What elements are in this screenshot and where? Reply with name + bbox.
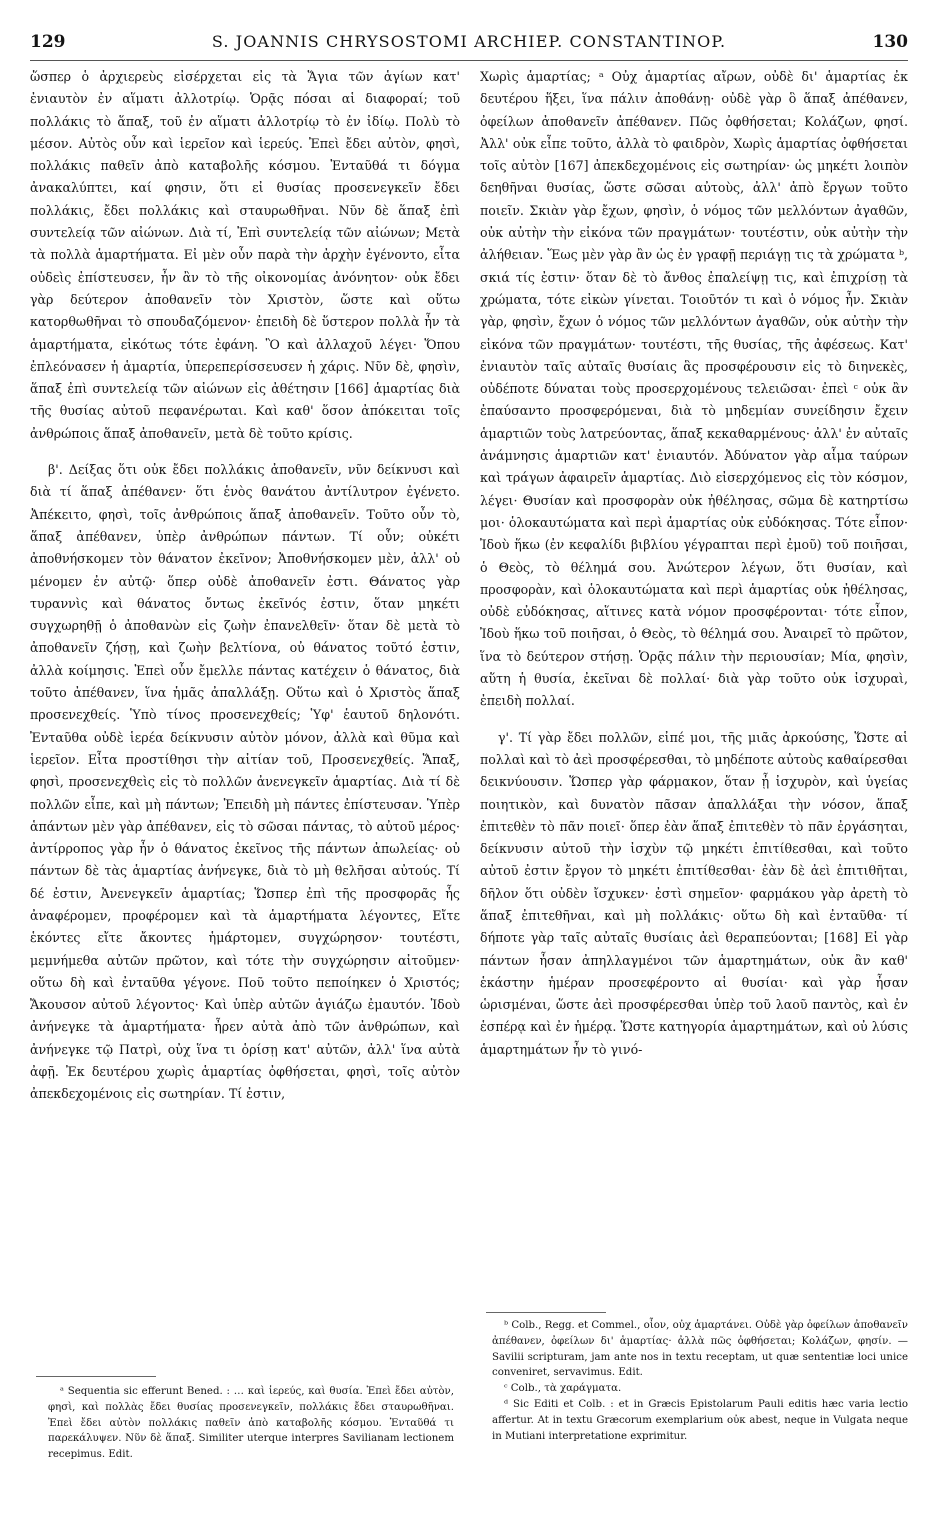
header-rule	[30, 60, 908, 61]
footnotes-left	[48, 1384, 454, 1463]
footnotes-right	[492, 1318, 908, 1444]
paragraph: β'. Δείξας ὅτι οὐκ ἔδει πολλάκις ἀποθανεῖν, νῦν δείκνυσι καὶ διὰ τί ἅπαξ ἀπέθανεν· ὅτι ἑνὸς θανάτου ἀντίλυτρον ἐγένετο. Ἀπέκειτο, φησὶ, τοῖς ἀνθρώποις ἅπαξ ἀποθανεῖν. Τοῦτο οὖν τὸ, ἅπαξ ἀπέθανεν, ὑπὲρ ἀνθρώπων πάντων. Τί οὖν; οὐκέτι ἀποθνήσκομεν τὸν θάνατον ἐκεῖνον; Ἀποθνήσκομεν μὲν, ἀλλ' οὐ μένομεν ἐν αὐτῷ· ὅπερ οὐδὲ ἀποθανεῖν ἐστι. Θάνατος γὰρ τυραννὶς καὶ θάνατος ὄντως ἐκεῖνός ἐστιν, ὅταν μηκέτι συγχωρηθῇ ὁ ἀποθανὼν εἰς ζωὴν ἐπανελθεῖν· ὅταν δὲ μετὰ τὸ ἀποθανεῖν ζήσῃ, καὶ ζωὴν βελτίονα, οὐ θάνατος τοῦτό ἐστιν, ἀλλὰ κοίμησις. Ἐπεὶ οὖν ἔμελλε πάντας κατέχειν ὁ θάνατος, διὰ τοῦτο ἀπέθανεν, ἵνα ἡμᾶς ἀπαλλάξῃ. Οὕτω καὶ ὁ Χριστὸς ἅπαξ προσενεχθείς. Ὑπὸ τίνος προσενεχθείς; Ὑφ' ἑαυτοῦ δηλονότι. Ἐνταῦθα οὐδὲ ἱερέα δείκνυσιν αὐτὸν μόνον, ἀλλὰ καὶ θῦμα καὶ ἱερεῖον. Εἶτα προστίθησι τὴν αἰτίαν τοῦ, Προσενεχθείς. Ἅπαξ, φησὶ, προσενεχθεὶς εἰς τὸ πολλῶν ἀνενεγκεῖν ἁμαρτίας. Διὰ τί δὲ πολλῶν εἶπε, καὶ μὴ πάντων; Ἐπειδὴ μὴ πάντες ἐπίστευσαν. Ὑπὲρ ἁπάντων μὲν γὰρ ἀπέθανεν, εἰς τὸ σῶσαι πάντας, τὸ αὐτοῦ μέρος· ἀντίρροπος γὰρ ἦν ὁ θάνατος ἐκεῖνος τῆς πάντων ἀπωλείας· οὐ πάντων δὲ τὰς ἁμαρτίας ἀνήνεγκε, διὰ τὸ μὴ θελῆσαι αὐτούς. Τί δέ ἐστιν, Ἀνενεγκεῖν ἁμαρτίας; Ὥσπερ ἐπὶ τῆς προσφορᾶς ἧς ἀναφέρομεν, προφέρομεν καὶ τὰ ἁμαρτήματα λέγοντες, Εἴτε ἑκόντες εἴτε ἄκοντες ἡμάρτομεν, συγχώρησον· τουτέστι, μεμνήμεθα αὐτῶν πρῶτον, καὶ τότε τὴν συγχώρησιν αἰτοῦμεν· οὕτω δὴ καὶ ἐνταῦθα γέγονε. Ποῦ τοῦτο πεποίηκεν ὁ Χριστός; Ἄκουσον αὐτοῦ λέγοντος· Καὶ ὑπὲρ αὐτῶν ἁγιάζω ἐμαυτόν. Ἰδοὺ ἀνήνεγκε τὰ ἁμαρτήματα· ἦρεν αὐτὰ ἀπὸ τῶν ἀνθρώπων, καὶ ἀνήνεγκε τῷ Πατρὶ, οὐχ ἵνα τι ὁρίσῃ κατ' αὐτῶν, ἀλλ' ἵνα αὐτὰ ἀφῇ. Ἐκ δευτέρου χωρὶς ἁμαρτίας ὀφθήσεται, φησὶ, τοῖς αὐτὸν ἀπεκδεχομένοις εἰς σωτηρίαν. Τί ἐστιν,	[30, 462, 460, 1102]
footnote: ᵈ Sic Editi et Colb. : et in Græcis Epistolarum Pauli editis hæc varia lectio affertur. At in textu Græcorum exemplarium οὐκ abest, neque in Vulgata neque in Mutiani interpretatione exprimitur.	[492, 1398, 908, 1442]
footnote-rule	[36, 1376, 156, 1377]
footnote-rule	[486, 1312, 606, 1313]
running-title: S. JOANNIS CHRYSOSTOMI ARCHIEP. CONSTANTINOP.	[211, 32, 727, 51]
page-header	[30, 32, 908, 58]
footnote: ᶜ Colb., τὰ χαράγματα.	[504, 1383, 622, 1395]
paragraph: γ'. Τί γὰρ ἔδει πολλῶν, εἰπέ μοι, τῆς μιᾶς ἀρκούσης, Ὥστε αἱ πολλαὶ καὶ τὸ ἀεὶ προσφέρεσθαι, τὸ μηδέποτε αὐτοὺς καθαίρεσθαι δεικνύουσιν. Ὥσπερ γὰρ φάρμακον, ὅταν ᾖ ἰσχυρὸν, καὶ ὑγείας ποιητικὸν, καὶ δυνατὸν πᾶσαν ἀπαλλάξαι τὴν νόσον, ἅπαξ ἐπιτεθὲν τὸ πᾶν ποιεῖ· ὅπερ ἐὰν ἅπαξ ἐπιτεθὲν τὸ πᾶν ἐργάσηται, δείκνυσιν αὐτοῦ τὴν ἰσχὺν τῷ μηκέτι ἐπιτίθεσθαι, καὶ τοῦτο αὐτοῦ ἐστιν ἔργον τὸ μηκέτι ἐπιτίθεσθαι· ἐὰν δὲ ἀεὶ ἐπιτιθῆται, δῆλον ὅτι οὐδὲν ἴσχυκεν· ἐστὶ σημεῖον· φαρμάκου γὰρ ἀρετὴ τὸ ἅπαξ ἐπιτεθῆναι, καὶ μὴ πολλάκις· οὕτω δὴ καὶ ἐνταῦθα· τί δήποτε γὰρ ταῖς αὐταῖς θυσίαις ἀεὶ θεραπεύονται; [168] Εἰ γὰρ πάντων ἦσαν ἀπηλλαγμένοι τῶν ἁμαρτημάτων, οὐκ ἂν καθ' ἑκάστην ἡμέραν προσεφέροντο αἱ θυσίαι· καὶ γὰρ ἦσαν ὡρισμέναι, ὥστε ἀεὶ προσφέρεσθαι ὑπὲρ τοῦ λαοῦ παντὸς, καὶ ἐν ἑσπέρᾳ καὶ ἐν ἡμέρᾳ. Ὥστε κατηγορία ἁμαρτημάτων, καὶ οὐ λύσις ἁμαρτημάτων ἦν τὸ γινό-	[480, 729, 908, 1057]
paragraph: ὥσπερ ὁ ἀρχιερεὺς εἰσέρχεται εἰς τὰ Ἅγια τῶν ἁγίων κατ' ἐνιαυτὸν ἐν αἵματι ἀλλοτρίῳ. Ὁρᾷς πόσαι αἱ διαφοραί; τοῦ πολλάκις τὸ ἅπαξ, τοῦ ἐν αἵματι ἀλλοτρίῳ τὸ ἐν ἰδίῳ. Πολὺ τὸ μέσον. Αὐτὸς οὖν καὶ ἱερεῖον καὶ ἱερεύς. Ἐπεὶ ἔδει αὐτὸν, φησὶ, πολλάκις παθεῖν ἀπὸ καταβολῆς κόσμου. Ἐνταῦθά τι δόγμα ἀνακαλύπτει, καί φησιν, ὅτι εἰ θυσίας προσενεγκεῖν ἔδει πολλάκις, ἔδει πολλάκις καὶ σταυρωθῆναι. Νῦν δὲ ἅπαξ ἐπὶ συντελείᾳ τῶν αἰώνων. Διὰ τί, Ἐπὶ συντελείᾳ τῶν αἰώνων; Μετὰ τὰ πολλὰ ἁμαρτήματα. Εἰ μὲν οὖν παρὰ τὴν ἀρχὴν ἐγένοντο, εἶτα οὐδεὶς ἐπίστευσεν, ἦν ἂν τὸ τῆς οἰκονομίας ἀνόνητον· οὐκ ἔδει γὰρ δεύτερον ἀποθανεῖν τὸν Χριστὸν, ὥστε καὶ οὕτω κατορθωθῆναι τὸ σπουδαζόμενον· ἐπειδὴ δὲ ὕστερον πολλὰ ἦν τὰ ἁμαρτήματα, εἰκότως τότε ἐφάνη. Ὃ καὶ ἀλλαχοῦ λέγει· Ὅπου ἐπλεόνασεν ἡ ἁμαρτία, ὑπερεπερίσσευσεν ἡ χάρις. Νῦν δὲ, φησὶν, ἅπαξ ἐπὶ συντελείᾳ τῶν αἰώνων εἰς ἀθέτησιν [166] ἁμαρτίας διὰ τῆς θυσίας αὐτοῦ πεφανέρωται. Καὶ καθ' ὅσον ἀπόκειται τοῖς ἀνθρώποις ἅπαξ ἀποθανεῖν, μετὰ δὲ τοῦτο κρίσις.	[30, 69, 460, 441]
footnote: ᵃ Sequentia sic efferunt Bened. : … καὶ ἱερεύς, καὶ θυσία. Ἐπεὶ ἔδει αὐτὸν, φησὶ, καὶ πολλὰς ἔδει θυσίας προσενεγκεῖν, πολλάκις ἔδει σταυρωθῆναι. Ἐπεὶ ἔδει αὐτὸν πολλάκις παθεῖν ἀπὸ καταβολῆς κόσμου. Ἐνταῦθά τι παρεκάλυψεν. Νῦν δὲ ἅπαξ. Similiter uterque interpres Savilianam lectionem recepimus. Edit.	[48, 1386, 454, 1461]
left-column	[30, 66, 460, 1106]
footnote: ᵇ Colb., Regg. et Commel., οἷον, οὐχ ἁμαρτάνει. Οὐδὲ γὰρ ὀφείλων ἀποθανεῖν ἀπέθανεν, ὀφείλων δι' ἁμαρτίας· ἀλλὰ πῶς ὀφθήσεται; Κολάζων, φησίν. — Savilii scripturam, jam ante nos in textu receptam, ut quæ sententiæ loci unice conveniret, servavimus. Edit.	[492, 1320, 908, 1379]
page-number-left: 129	[30, 32, 66, 52]
paragraph: Χωρὶς ἁμαρτίας; ᵃ Οὐχ ἁμαρτίας αἴρων, οὐδὲ δι' ἁμαρτίας ἐκ δευτέρου ἥξει, ἵνα πάλιν ἀποθάνῃ· οὐδὲ γὰρ ὃ ἅπαξ ἀπέθανεν, ὀφείλων ἀποθανεῖν ἀπέθανεν. Πῶς ὀφθήσεται; Κολάζων, φησί. Ἀλλ' οὐκ εἶπε τοῦτο, ἀλλὰ τὸ φαιδρὸν, Χωρὶς ἁμαρτίας ὀφθήσεται τοῖς αὐτὸν [167] ἀπεκδεχομένοις εἰς σωτηρίαν· ὡς μηκέτι λοιπὸν δεηθῆναι θυσίας, ὥστε σῶσαι αὐτοὺς, ἀλλ' ἀπὸ ἔργων τοῦτο ποιεῖν. Σκιὰν γὰρ ἔχων, φησὶν, ὁ νόμος τῶν μελλόντων ἀγαθῶν, οὐκ αὐτὴν τὴν εἰκόνα τῶν πραγμάτων· τουτέστιν, οὐκ αὐτὴν τὴν ἀλήθειαν. Ἕως μὲν γὰρ ἂν ὡς ἐν γραφῇ περιάγῃ τις τὰ χρώματα ᵇ, σκιά τίς ἐστιν· ὅταν δὲ τὸ ἄνθος ἐπαλείψῃ τις, καὶ ἐπιχρίσῃ τὰ χρώματα, τότε εἰκὼν γίνεται. Τοιοῦτόν τι καὶ ὁ νόμος ἦν. Σκιὰν γὰρ, φησὶν, ἔχων ὁ νόμος τῶν μελλόντων ἀγαθῶν, οὐκ αὐτὴν τὴν εἰκόνα τῶν πραγμάτων· τουτέστι, τῆς θυσίας, τῆς ἀφέσεως. Κατ' ἐνιαυτὸν ταῖς αὐταῖς θυσίαις ἃς προσφέρουσιν εἰς τὸ διηνεκὲς, οὐδέποτε δύναται τοὺς προσερχομένους τελειῶσαι· ἐπεὶ ᶜ οὐκ ἂν ἐπαύσαντο προσφερόμεναι, διὰ τὸ μηδεμίαν συνείδησιν ἔχειν ἁμαρτιῶν τοὺς λατρεύοντας, ἅπαξ κεκαθαρμένους· ἀλλ' ἐν αὐταῖς ἀνάμνησις ἁμαρτιῶν κατ' ἐνιαυτόν. Ἀδύνατον γὰρ αἷμα ταύρων καὶ τράγων ἀφαιρεῖν ἁμαρτίας. Διὸ εἰσερχόμενος εἰς τὸν κόσμον, λέγει· Θυσίαν καὶ προσφορὰν οὐκ ἠθέλησας, σῶμα δὲ κατηρτίσω μοι· ὁλοκαυτώματα καὶ περὶ ἁμαρτίας οὐκ εὐδόκησας. Τότε εἶπον· Ἰδοὺ ἥκω (ἐν κεφαλίδι βιβλίου γέγραπται περὶ ἐμοῦ) τοῦ ποιῆσαι, ὁ Θεὸς, τὸ θέλημά σου. Ἀνώτερον λέγων, ὅτι θυσίαν, καὶ προσφορὰν, καὶ ὁλοκαυτώματα καὶ περὶ ἁμαρτίας οὐκ ἠθέλησας, οὐδὲ εὐδόκησας, αἵτινες κατὰ νόμον προσφέρονται· τότε εἶπον, Ἰδοὺ ἥκω τοῦ ποιῆσαι, ὁ Θεὸς, τὸ θέλημά σου. Ἀναιρεῖ τὸ πρῶτον, ἵνα τὸ δεύτερον στήσῃ. Ὁρᾷς πάλιν τὴν περιουσίαν; Μία, φησὶν, αὕτη ἡ θυσία, ἐκεῖναι δὲ πολλαί· διὰ γὰρ τοῦτο οὐκ ἰσχυραὶ, ἐπειδὴ πολλαί.	[480, 69, 908, 709]
page-number-right: 130	[872, 32, 908, 52]
right-column	[480, 66, 908, 1061]
